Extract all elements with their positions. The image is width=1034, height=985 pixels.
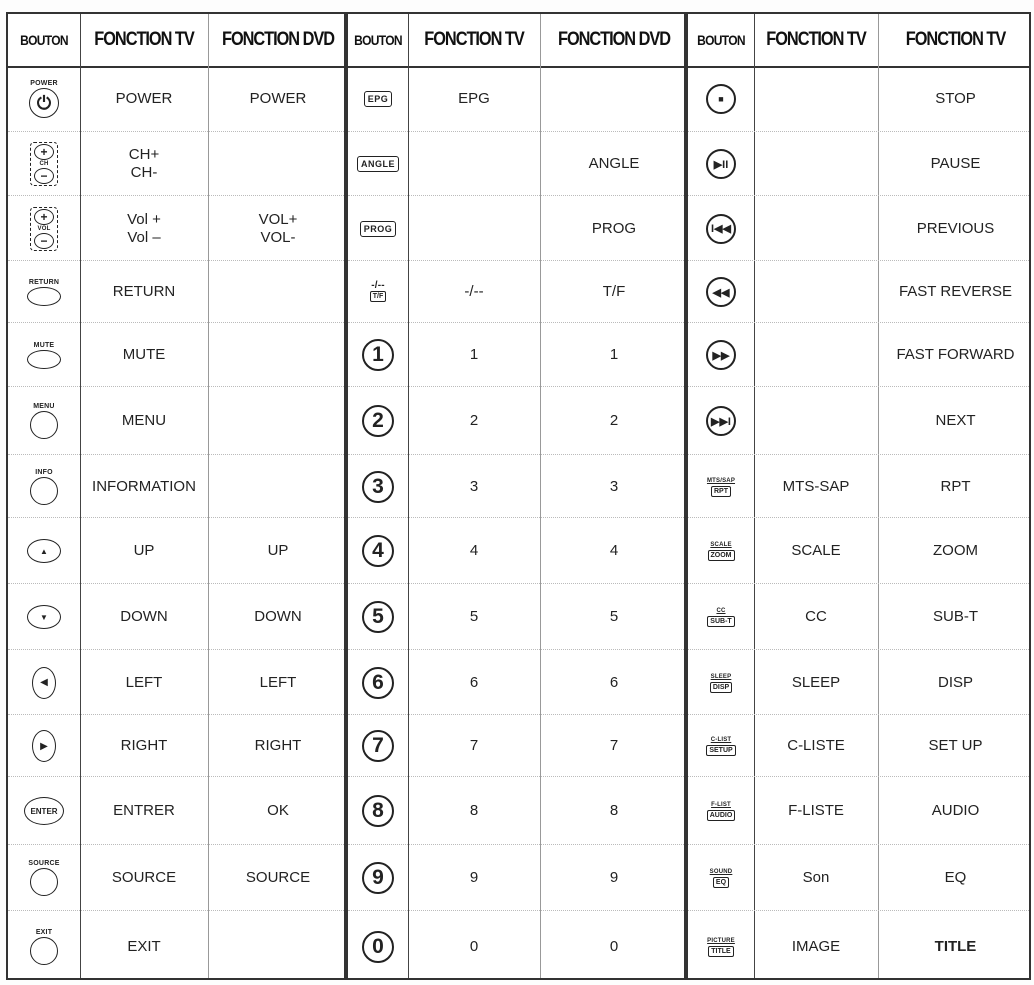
cell-bouton — [688, 323, 754, 387]
channel-rocker-icon[interactable] — [30, 142, 58, 186]
table-row — [8, 196, 344, 261]
table-row — [348, 650, 684, 715]
cell-fonction-tv: C-LISTE — [787, 737, 845, 754]
cell-fonction-dvd: 9 — [609, 869, 619, 886]
round-key — [30, 411, 58, 439]
column-header-fonction: FONCTION TV — [766, 29, 866, 50]
table-row — [688, 455, 1029, 518]
cell-bouton — [348, 845, 408, 911]
button-caption: EXIT — [35, 928, 53, 936]
table-header — [688, 14, 1029, 68]
table-row — [8, 387, 344, 455]
cell-bouton — [8, 845, 80, 911]
digit-9-icon[interactable] — [362, 862, 394, 894]
epg-button-icon[interactable] — [364, 91, 393, 107]
cell-bouton — [688, 650, 754, 715]
mute-button-icon[interactable] — [27, 342, 61, 369]
rect-key: AUDIO — [707, 810, 736, 821]
cell-fonction-dvd — [208, 323, 348, 387]
top-caption: SOUND — [709, 869, 733, 875]
rect-key: TITLE — [708, 946, 733, 957]
cell-fonction-dvd: RIGHT — [254, 737, 302, 754]
down-arrow-icon[interactable] — [27, 605, 61, 629]
digit-5-icon[interactable] — [362, 601, 394, 633]
digit-2-icon[interactable] — [362, 405, 394, 437]
cell-fonction-tv: SLEEP — [791, 673, 841, 691]
cell-fonction-dvd — [208, 132, 348, 196]
cell-fonction-tv — [408, 196, 540, 261]
return-button-icon[interactable] — [27, 279, 61, 306]
table-row — [688, 845, 1029, 911]
column-header-bouton: BOUTON — [354, 32, 402, 48]
table-row — [688, 132, 1029, 196]
angle-button-icon[interactable] — [357, 156, 399, 172]
cell-fonction-dvd: ANGLE — [588, 155, 640, 172]
table-row — [348, 777, 684, 845]
cell-fonction-tv: 9 — [469, 869, 479, 886]
cell-bouton — [348, 323, 408, 387]
digit-label: 9 — [362, 862, 394, 894]
flist-audio-button-icon[interactable] — [707, 801, 736, 821]
digit-6-icon[interactable] — [362, 667, 394, 699]
cell-fonction-tv-2: EQ — [944, 869, 967, 886]
rect-key: T/F — [370, 291, 387, 302]
cell-bouton — [8, 387, 80, 455]
top-caption: MTS/SAP — [706, 477, 736, 484]
cell-fonction-dvd: UP — [267, 542, 289, 559]
cell-fonction-tv — [754, 66, 878, 132]
cell-fonction-dvd: PROG — [591, 219, 637, 237]
up-arrow-icon[interactable] — [27, 539, 61, 563]
cell-fonction-dvd: 4 — [609, 542, 619, 559]
cell-bouton — [8, 455, 80, 518]
cell-fonction-tv: ENTRER — [113, 802, 175, 819]
round-key — [30, 868, 58, 896]
table-row — [688, 196, 1029, 261]
cell-bouton — [688, 845, 754, 911]
cell-fonction-dvd: 5 — [609, 608, 619, 625]
cell-fonction-dvd: 7 — [609, 737, 619, 754]
rocker-body — [30, 142, 58, 186]
media-key: ◀◀ — [706, 277, 736, 307]
cell-bouton — [348, 132, 408, 196]
top-caption: SCALE — [710, 542, 732, 548]
cell-fonction-tv — [754, 261, 878, 323]
table-row — [688, 387, 1029, 455]
oval-key — [27, 350, 61, 369]
cell-fonction-tv: MUTE — [122, 346, 166, 363]
table-row — [348, 845, 684, 911]
cell-fonction-tv-2: RPT — [940, 477, 971, 495]
rect-key: ANGLE — [357, 156, 399, 172]
cell-bouton — [348, 518, 408, 584]
cell-fonction-dvd: OK — [267, 802, 289, 819]
cell-fonction-tv: CC — [805, 608, 827, 625]
cell-fonction-tv — [754, 196, 878, 261]
cell-fonction-dvd — [540, 66, 688, 132]
cell-bouton — [348, 455, 408, 518]
round-key — [30, 477, 58, 505]
table-section-3 — [686, 12, 1031, 980]
next-icon[interactable] — [706, 406, 736, 436]
cell-fonction-tv: 8 — [469, 802, 479, 819]
cell-fonction-dvd: 3 — [609, 477, 619, 495]
cell-fonction-dvd: 8 — [609, 802, 619, 819]
mts-sap-rpt-button-icon[interactable] — [707, 477, 735, 497]
cell-fonction-tv: 6 — [469, 673, 479, 691]
cell-fonction-tv-2: PREVIOUS — [916, 219, 995, 237]
column-header-fonction: FONCTION TV — [424, 29, 524, 50]
table-row — [8, 777, 344, 845]
cell-fonction-tv: 0 — [469, 937, 479, 955]
cell-fonction-dvd: 0 — [609, 937, 619, 955]
table-row — [688, 650, 1029, 715]
table-row — [348, 911, 684, 982]
rect-key: RPT — [711, 486, 731, 497]
cell-fonction-tv: UP — [133, 542, 155, 559]
cell-bouton — [348, 387, 408, 455]
digit-0-icon[interactable] — [362, 931, 394, 963]
exit-button-icon[interactable] — [30, 929, 58, 965]
enter-button-icon[interactable] — [24, 797, 64, 825]
cell-fonction-dvd: T/F — [602, 283, 626, 300]
digit-3-icon[interactable] — [362, 471, 394, 503]
cell-fonction-tv: DOWN — [120, 608, 168, 625]
cell-fonction-tv: MENU — [121, 412, 167, 429]
cell-fonction-tv-2: STOP — [935, 90, 976, 107]
cell-bouton — [688, 777, 754, 845]
cell-fonction-dvd — [208, 455, 348, 518]
cell-fonction-tv: -/-- — [464, 283, 484, 300]
digit-7-icon[interactable] — [362, 730, 394, 762]
cell-fonction-dvd: 2 — [609, 412, 619, 429]
column-header-fonction: FONCTION TV — [905, 29, 1006, 50]
cell-fonction-tv-2: AUDIO — [931, 802, 980, 819]
digit-label: 0 — [362, 931, 394, 963]
table-body — [688, 66, 1029, 978]
column-header-bouton: BOUTON — [697, 32, 745, 48]
rect-key: SUB-T — [707, 616, 734, 627]
table-section-2 — [346, 12, 686, 980]
table-header — [8, 14, 344, 68]
cell-fonction-tv: Vol + Vol – — [127, 210, 161, 246]
power-icon[interactable] — [29, 80, 59, 118]
table-header — [348, 14, 684, 68]
table-row — [348, 261, 684, 323]
rect-key: SETUP — [706, 745, 735, 756]
table-row — [688, 584, 1029, 650]
sound-eq-button-icon[interactable] — [710, 868, 733, 888]
digit-label: 4 — [362, 535, 394, 567]
table-row — [8, 323, 344, 387]
cell-fonction-tv: IMAGE — [791, 937, 841, 955]
top-caption: F-LIST — [711, 802, 731, 808]
rocker-label: VOL — [37, 225, 51, 232]
table-row — [348, 715, 684, 777]
cell-bouton — [8, 132, 80, 196]
table-row — [348, 518, 684, 584]
picture-title-button-icon[interactable] — [707, 937, 735, 957]
cell-fonction-tv-2: NEXT — [935, 412, 976, 429]
button-caption: RETURN — [28, 278, 60, 286]
table-body — [348, 66, 684, 978]
cell-fonction-tv: RETURN — [112, 283, 176, 300]
cell-bouton — [8, 584, 80, 650]
play-pause-icon[interactable] — [706, 149, 736, 179]
digit-label: 8 — [362, 795, 394, 827]
top-caption: SLEEP — [710, 673, 732, 680]
table-row — [348, 387, 684, 455]
digit-label: 6 — [362, 667, 394, 699]
table-row — [348, 132, 684, 196]
cell-fonction-tv: Son — [802, 869, 830, 886]
cell-fonction-tv-2: SET UP — [928, 737, 983, 754]
column-header-fonction: FONCTION DVD — [558, 29, 670, 50]
cell-bouton — [348, 777, 408, 845]
digit-label: 1 — [362, 339, 394, 371]
table-row — [348, 584, 684, 650]
table-row — [8, 845, 344, 911]
fast-forward-icon[interactable] — [706, 340, 736, 370]
oval-key — [27, 287, 61, 306]
info-button-icon[interactable] — [30, 469, 58, 505]
cell-fonction-dvd: VOL+ VOL- — [258, 210, 298, 246]
cell-fonction-tv-2: FAST REVERSE — [898, 283, 1013, 300]
cell-fonction-dvd — [208, 387, 348, 455]
cell-fonction-tv — [754, 387, 878, 455]
cell-bouton — [8, 715, 80, 777]
cell-fonction-tv-2: PAUSE — [930, 155, 981, 172]
button-caption: MUTE — [33, 341, 55, 349]
cc-subt-button-icon[interactable] — [707, 607, 734, 627]
cell-fonction-dvd: POWER — [249, 90, 307, 107]
cell-bouton — [8, 261, 80, 323]
cell-bouton — [348, 196, 408, 261]
table-row — [688, 911, 1029, 982]
column-header-fonction: FONCTION TV — [94, 29, 194, 50]
table-row — [8, 261, 344, 323]
cell-fonction-tv-2: DISP — [937, 673, 973, 691]
button-caption: SOURCE — [28, 860, 60, 867]
media-key: I◀◀ — [706, 214, 736, 244]
cell-fonction-tv: 1 — [469, 346, 479, 363]
cell-bouton — [348, 66, 408, 132]
menu-button-icon[interactable] — [30, 403, 58, 439]
table-row — [688, 261, 1029, 323]
cell-fonction-tv: POWER — [115, 90, 173, 107]
rect-key: EQ — [713, 877, 729, 888]
table-row — [688, 518, 1029, 584]
cell-bouton — [8, 777, 80, 845]
table-row — [688, 66, 1029, 132]
cell-fonction-dvd: SOURCE — [245, 869, 311, 886]
stop-icon[interactable] — [706, 84, 736, 114]
media-key: ▶II — [706, 149, 736, 179]
media-key: ■ — [706, 84, 736, 114]
arrow-key: ▼ — [27, 605, 61, 629]
table-row — [8, 911, 344, 982]
minus-key: − — [34, 168, 54, 184]
table-row — [688, 715, 1029, 777]
table-row — [348, 455, 684, 518]
table-row — [688, 323, 1029, 387]
cell-bouton — [8, 650, 80, 715]
power-label: POWER — [30, 80, 58, 87]
digit-label: 2 — [362, 405, 394, 437]
cell-bouton — [688, 132, 754, 196]
cell-fonction-dvd: DOWN — [254, 608, 302, 625]
cell-bouton — [688, 584, 754, 650]
button-caption: INFO — [35, 468, 53, 476]
table-row — [8, 455, 344, 518]
rect-key: PROG — [360, 221, 397, 237]
power-symbol: ⏻ — [29, 88, 59, 118]
scale-zoom-button-icon[interactable] — [708, 541, 735, 561]
table-body — [8, 66, 344, 978]
cell-fonction-tv: 2 — [469, 412, 479, 429]
cell-bouton — [348, 650, 408, 715]
fast-reverse-icon[interactable] — [706, 277, 736, 307]
column-header-bouton: BOUTON — [20, 32, 68, 48]
cell-fonction-dvd: 1 — [609, 346, 619, 363]
column-header-fonction: FONCTION DVD — [222, 29, 334, 50]
plus-key: + — [34, 209, 54, 225]
cell-bouton — [348, 261, 408, 323]
cell-bouton — [688, 66, 754, 132]
cell-fonction-dvd: 6 — [609, 673, 619, 691]
cell-fonction-tv: 7 — [469, 737, 479, 754]
cell-fonction-tv: 3 — [469, 477, 479, 495]
cell-fonction-tv: EPG — [458, 90, 490, 107]
cell-fonction-dvd: LEFT — [259, 673, 297, 691]
table-row — [688, 777, 1029, 845]
round-key — [30, 937, 58, 965]
digit-label: 7 — [362, 730, 394, 762]
top-caption: -/-- — [371, 280, 385, 291]
cell-fonction-tv: INFORMATION — [92, 477, 196, 495]
cell-bouton — [688, 261, 754, 323]
digit-1-icon[interactable] — [362, 339, 394, 371]
top-caption: C-LIST — [710, 737, 732, 743]
cell-bouton — [688, 518, 754, 584]
cell-bouton — [688, 196, 754, 261]
cell-bouton — [688, 715, 754, 777]
volume-rocker-icon[interactable] — [30, 207, 58, 251]
cell-bouton — [348, 584, 408, 650]
cell-fonction-tv-2: SUB-T — [933, 608, 978, 625]
minus-key: − — [34, 233, 54, 249]
rocker-label: CH — [39, 161, 49, 167]
cell-fonction-tv-2: FAST FORWARD — [896, 346, 1015, 363]
cell-fonction-tv: 5 — [469, 608, 479, 625]
cell-fonction-tv-2: ZOOM — [933, 542, 978, 559]
media-key: ▶▶ — [706, 340, 736, 370]
cell-fonction-tv: LEFT — [125, 673, 163, 691]
cell-fonction-tv: EXIT — [127, 937, 161, 955]
cell-bouton — [8, 911, 80, 982]
cell-bouton — [8, 196, 80, 261]
rect-key: ZOOM — [708, 550, 735, 561]
table-row — [8, 132, 344, 196]
cell-fonction-tv: CH+ CH- — [128, 146, 160, 181]
cell-fonction-tv: RIGHT — [120, 737, 168, 754]
digit-label: 5 — [362, 601, 394, 633]
cell-fonction-tv: MTS-SAP — [782, 477, 850, 495]
table-row — [348, 66, 684, 132]
cell-fonction-tv-2: TITLE — [934, 937, 977, 955]
rect-key: EPG — [364, 91, 393, 107]
enter-key: ENTER — [24, 797, 64, 825]
cell-bouton — [8, 518, 80, 584]
table-row — [8, 715, 344, 777]
table-row — [348, 196, 684, 261]
cell-fonction-tv — [754, 132, 878, 196]
table-row — [8, 518, 344, 584]
cell-fonction-tv: SCALE — [791, 542, 841, 559]
cell-fonction-dvd — [208, 911, 348, 982]
arrow-key: ▲ — [27, 539, 61, 563]
table-row — [8, 66, 344, 132]
cell-bouton — [348, 715, 408, 777]
cell-bouton — [8, 66, 80, 132]
previous-icon[interactable] — [706, 214, 736, 244]
dash-tf-button-icon[interactable] — [370, 282, 387, 302]
source-button-icon[interactable] — [28, 860, 59, 896]
table-row — [348, 323, 684, 387]
cell-fonction-tv: F-LISTE — [788, 802, 844, 819]
table-row — [8, 584, 344, 650]
cell-fonction-tv — [754, 323, 878, 387]
cell-bouton — [688, 387, 754, 455]
top-caption: CC — [716, 608, 726, 614]
digit-label: 3 — [362, 471, 394, 503]
prog-button-icon[interactable] — [360, 221, 397, 237]
digit-8-icon[interactable] — [362, 795, 394, 827]
cell-fonction-tv: 4 — [469, 542, 479, 559]
cell-bouton — [8, 323, 80, 387]
left-arrow-icon[interactable] — [32, 667, 56, 699]
cell-bouton — [688, 911, 754, 982]
plus-key: + — [34, 144, 54, 160]
arrow-key: ▶ — [32, 730, 56, 762]
rocker-body — [30, 207, 58, 251]
cell-fonction-dvd — [208, 261, 348, 323]
clist-setup-button-icon[interactable] — [706, 736, 735, 756]
cell-bouton — [688, 455, 754, 518]
media-key: ▶▶I — [706, 406, 736, 436]
right-arrow-icon[interactable] — [32, 730, 56, 762]
rect-key: DISP — [710, 682, 732, 693]
button-caption: MENU — [33, 403, 55, 410]
cell-fonction-tv — [408, 132, 540, 196]
table-row — [8, 650, 344, 715]
cell-fonction-tv: SOURCE — [111, 869, 177, 886]
cell-bouton — [348, 911, 408, 982]
table-section-1 — [6, 12, 346, 980]
sleep-disp-button-icon[interactable] — [710, 673, 732, 693]
digit-4-icon[interactable] — [362, 535, 394, 567]
top-caption: PICTURE — [707, 937, 735, 944]
arrow-key: ◀ — [32, 667, 56, 699]
